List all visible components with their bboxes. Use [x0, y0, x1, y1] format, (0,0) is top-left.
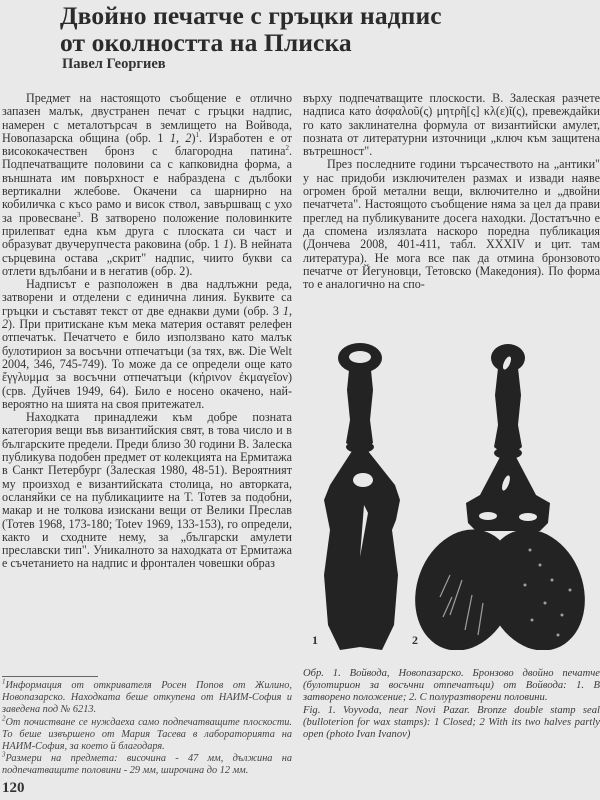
caption-english: Fig. 1. Voyvoda, near Novi Pazar. Bronze double stamp seal (bulloterion for wax stamps): 1 Closed; 2 With its two halves partly open (photo Ivan Ivanov) — [303, 704, 600, 741]
paragraph-5: През последните години търсачеството на „антики" у нас придоби изключителен размах и извади наяве огромен брой метални вещи, включително и „двойни печатчета". Настоящото съобщение няма за цел да прави преглед на публикуваните досега находки. Достатъчно е да спомена излязлата наскоро поредна публикация (Дончева 2008, 401-411, табл. XXXIV и цит. там литература). Не мога все пак да отмина бронзовото печатче от Йегуновци, Тетовско (Македония). По форма то е аналогично на спо- — [303, 157, 600, 292]
article-title — [60, 2, 540, 56]
article-title-line-1: Двойно печатче с гръцки надпис — [60, 1, 442, 30]
footnotes — [2, 677, 292, 778]
right-column — [303, 92, 600, 291]
left-column — [2, 92, 292, 571]
footnote-marker[interactable]: 2 — [285, 144, 289, 153]
caption-bulgarian: Обр. 1. Войвода, Новопазарско. Бронзово двойно печатче (булотирион за восъчни отпечатъци) от Войвода: 1. В затворено положение; 2. С полуразтворени половини. — [303, 668, 600, 704]
footnote-marker[interactable]: 1 — [195, 130, 199, 139]
footnote-marker[interactable]: 3 — [77, 210, 81, 219]
paragraph-4: върху подпечатващите плоскости. В. Залеская разчете надписа като ἀσφαλοῦ(ς) μητρῆ[ς] κλ(ε)ῖ(ς), превеждайки го като заклинателна формула от византийски амулет, позната от литературни източници „ключ към защитена вътрешност". — [303, 91, 600, 159]
figure-reference: 1, 2 — [169, 130, 192, 145]
seal-closed-drawing — [324, 343, 400, 650]
figure-label-1: 1 — [312, 633, 318, 647]
footnote-3: $^3$Размери на предмета: височина - 47 мм, дължина на подпечатващите половини - 29 мм, широчина до 12 мм. — [2, 750, 292, 777]
figure-caption — [303, 668, 600, 741]
figure-label-2: 2 — [412, 633, 418, 647]
figure-reference: 1 — [223, 237, 230, 252]
double-seal-illustration — [300, 335, 600, 650]
page-number: 120 — [2, 780, 25, 796]
author-name: Павел Георгиев — [62, 56, 166, 72]
footnote-divider — [2, 676, 98, 677]
paragraph-2: Надписът е разположен в два надлъжни реда, затворени и отделени с единична линия. Буквите са гръцки и съставят текст от две еднакви думи (обр. 3 1, 2). При притискане към мека материя оставят релефен отпечатък. Печатчето е било използвано като малък булотирион за восъчни отпечатъци (за тях, вж. Die Welt 2004, 346, 745-749). То може да се определи още като ἔγγλυμμα за восъчни отпечатъци (κήρινον ἐκμαγεῖον) (срв. Дуйчев 1949, 64). Било е носено окачено, най-вероятно на шията на своя притежател. — [2, 277, 292, 411]
article-title-line-2: от околността на Плиска — [60, 28, 352, 57]
seal-open-drawing — [399, 344, 600, 650]
paragraph-1: Предмет на настоящото съобщение е отлично запазен малък, двустранен печат с гръцки надпис, намерен с металотърсач в землището на Войвода, Новопазарска община (обр. 1 1, 2)$^1$. Изработен е от висококачествен бронз с благородна патина$^2$. Подпечатващите половини са с капковидна форма, а външната им повърхност е набраздена с дълбоки вертикални жлебове. Окачени са шарнирно на кобиличка с късо рамо и висок ствол, завършващ с ухо за провесване$^3$. В затворено положение половинките прилепват една към друга с плоската си част и образуват двучерупчеста раковина (обр. 1 1). В нейната сърцевина остава „скрит" надпис, чиито букви са отлети вдълбани и в негатив (обр. 2). — [2, 91, 293, 278]
paragraph-3: Находката принадлежи към добре позната категория вещи във византийския свят, в това число и в българските предели. Преди близо 30 години В. Залеска публикува подобен предмет от колекцията на Ермитажа в Санкт Петербург (Залеская 1980, 48-51). Вероятният му произход е византийската столица, но авторката, осланяйки се на публикациите на Т. Тотев за подобни, макар и не толкова изискани вещи от Велики Преслав (Тотев 1968, 173-180; Totev 1969, 133-153), го определи, както и сходните нему, за „български амулети преславски тип". Уникалното за находката от Ермитажа е съчетанието на надпис и фронтален човешки образ — [2, 410, 292, 571]
footnote-1: $^1$Информация от откривателя Росен Попов от Жилино, Новопазарско. Находката беше откупена от НАИМ-София и заведена под № 6213. — [2, 677, 292, 716]
footnote-2: $^2$От почистване се нуждаеха само подпечатващите плоскости. То беше извършено от Мария Тасева в лабораторията на НАИМ-София, за което й благодаря. — [2, 714, 292, 753]
figure-reference: 1, 2 — [2, 303, 292, 332]
figure-1 — [300, 335, 600, 650]
